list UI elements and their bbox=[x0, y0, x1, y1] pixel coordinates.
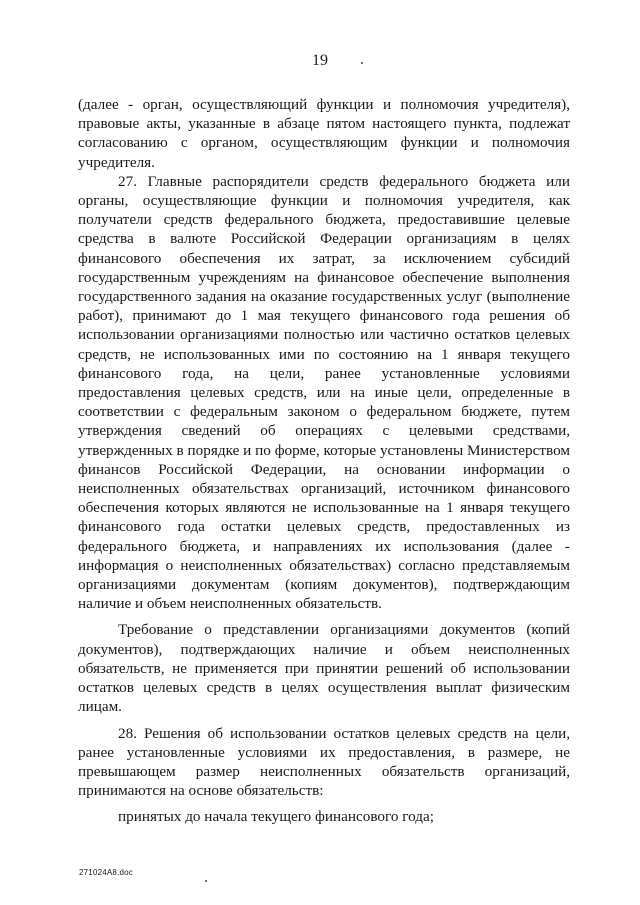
paragraph-continuation: (далее - орган, осуществляющий функции и полномочия учредителя), правовые акты, указанные в абзаце пятом настоящего пункта, подлежат согласованию с органом, осуществляющим функции и полномочия учредителя. bbox=[78, 96, 570, 171]
paragraph-item-28: 28. Решения об использовании остатков целевых средств на цели, ранее установленные условиями их предоставления, в размере, не превышающем размер неисполненных обязательств организаций, принимаются на основе обязательств: bbox=[78, 724, 570, 800]
document-body bbox=[78, 95, 570, 827]
paragraph-item-27: 27. Главные распорядители средств федерального бюджета или органы, осуществляющие функции и полномочия учредителя, как получатели средств федерального бюджета, предоставившие целевые средства в валюте Российской Федерации организациям в целях финансового обеспечения их затрат, за исключением субсидий государственным учреждениям на финансовое обеспечение выполнения государственного задания на оказание государственных услуг (выполнение работ), принимают до 1 мая текущего финансового года решения об использовании организациями полностью или частично остатков целевых средств, не использованных ими по состоянию на 1 января текущего финансового года, на цели, ранее установленные условиями предоставления целевых средств, или на иные цели, определенные в соответствии с федеральным законом о федеральном бюджете, путем утверждения сведений об операциях с целевыми средствами, утвержденных в порядке и по форме, которые установлены Министерством финансов Российской Федерации, на основании информации о неисполненных обязательствах организаций, источником финансового обеспечения которых являются не использованные на 1 января текущего финансового года остатки целевых средств, предоставленных из федерального бюджета, и направлениях их использования (далее - информация о неисполненных обязательствах) согласно представляемым организациями документам (копиям документов), подтверждающим наличие и объем неисполненных обязательств. bbox=[78, 172, 570, 613]
document-footer: 271024A8.doc bbox=[79, 868, 134, 877]
paragraph-requirement: Требование о представлении организациями документов (копий документов), подтверждающих наличие и объем неисполненных обязательств, не применяется при принятии решений об использовании остатков целевых средств в целях осуществления выплат физическим лицам. bbox=[78, 621, 570, 716]
scan-speck bbox=[361, 62, 363, 64]
scan-speck bbox=[205, 880, 207, 882]
paragraph-list-item: принятых до начала текущего финансового года; bbox=[118, 808, 434, 826]
page-number: 19 bbox=[312, 52, 328, 69]
